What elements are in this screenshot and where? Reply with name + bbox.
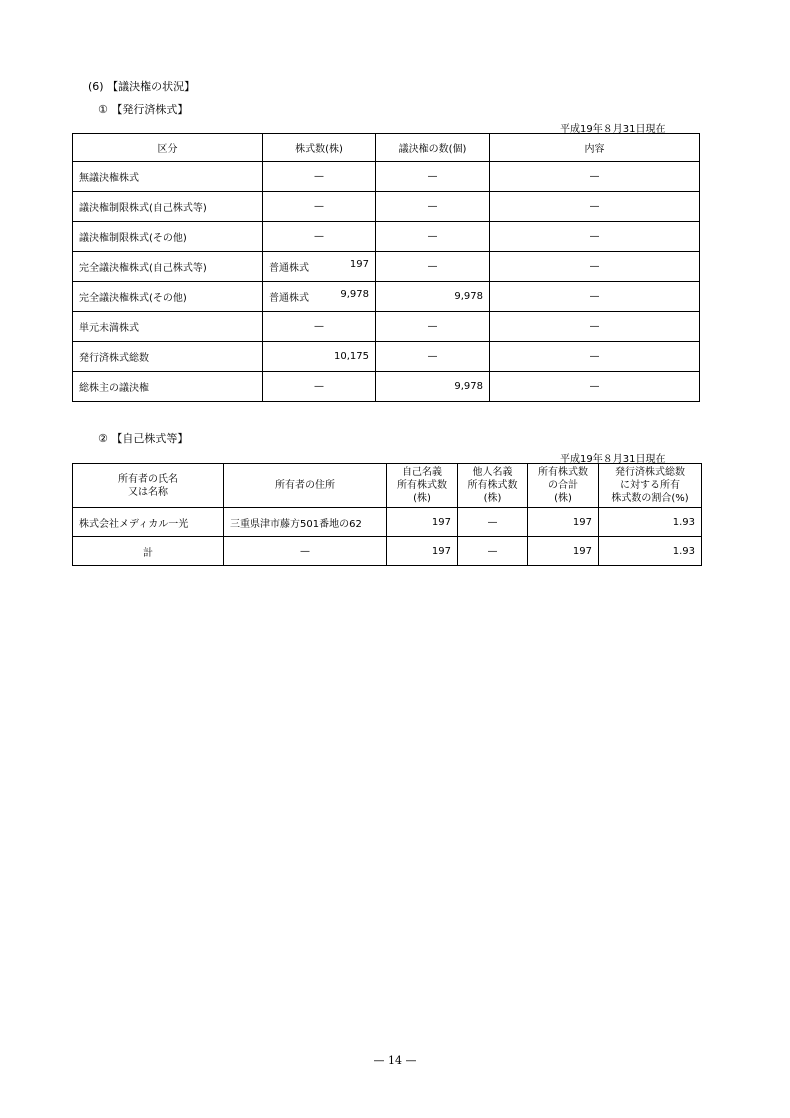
row-other-shares: — xyxy=(458,508,528,537)
row-content: — xyxy=(490,312,700,342)
as-of-date-1: 平成19年８月31日現在 xyxy=(560,124,666,135)
row-total-shares: 197 xyxy=(528,508,599,537)
table-row xyxy=(73,282,700,312)
header-ratio: 発行済株式総数 に対する所有 株式数の割合(%) xyxy=(599,464,702,508)
row-content: — xyxy=(490,342,700,372)
subsection-heading-issued-shares: ① 【発行済株式】 xyxy=(98,103,189,116)
row-owner-address: 三重県津市藤方501番地の62 xyxy=(224,508,387,537)
row-shares-cell xyxy=(263,282,376,312)
row-shares: — xyxy=(263,192,376,222)
table-row xyxy=(73,312,700,342)
row-votes: 9,978 xyxy=(376,372,490,402)
row-votes: — xyxy=(376,222,490,252)
table-row xyxy=(73,537,702,566)
row-content: — xyxy=(490,222,700,252)
row-shares: 197 xyxy=(349,259,369,270)
row-shares: 10,175 xyxy=(263,342,376,372)
row-votes: — xyxy=(376,162,490,192)
header-other-name-shares: 他人名義 所有株式数 (株) xyxy=(458,464,528,508)
header-total-shares: 所有株式数 の合計 (株) xyxy=(528,464,599,508)
row-shares: — xyxy=(263,372,376,402)
table-header-row xyxy=(73,464,702,508)
page-number: — 14 — xyxy=(373,1054,417,1067)
row-owner-name: 計 xyxy=(73,537,224,566)
row-category: 議決権制限株式(自己株式等) xyxy=(73,192,263,222)
header-shares: 株式数(株) xyxy=(263,134,376,162)
row-category: 総株主の議決権 xyxy=(73,372,263,402)
row-shares: 9,978 xyxy=(340,289,369,300)
table-row xyxy=(73,372,700,402)
table-row xyxy=(73,508,702,537)
row-category: 議決権制限株式(その他) xyxy=(73,222,263,252)
row-shares-type: 普通株式 xyxy=(269,263,309,274)
row-shares: — xyxy=(263,222,376,252)
row-votes: — xyxy=(376,342,490,372)
issued-shares-table xyxy=(72,133,700,402)
header-category: 区分 xyxy=(73,134,263,162)
row-votes: — xyxy=(376,192,490,222)
header-votes: 議決権の数(個) xyxy=(376,134,490,162)
row-content: — xyxy=(490,192,700,222)
row-content: — xyxy=(490,162,700,192)
row-category: 完全議決権株式(その他) xyxy=(73,282,263,312)
row-category: 無議決権株式 xyxy=(73,162,263,192)
row-other-shares: — xyxy=(458,537,528,566)
row-shares-type: 普通株式 xyxy=(269,293,309,304)
row-owner-address: — xyxy=(224,537,387,566)
row-votes: — xyxy=(376,312,490,342)
row-votes: 9,978 xyxy=(376,282,490,312)
subsection-heading-treasury-shares: ② 【自己株式等】 xyxy=(98,432,189,445)
row-shares-cell xyxy=(263,252,376,282)
row-total-shares: 197 xyxy=(528,537,599,566)
table-row xyxy=(73,342,700,372)
row-own-shares: 197 xyxy=(387,537,458,566)
row-category: 発行済株式総数 xyxy=(73,342,263,372)
row-votes: — xyxy=(376,252,490,282)
row-content: — xyxy=(490,372,700,402)
table-header-row xyxy=(73,134,700,162)
header-owner-name: 所有者の氏名 又は名称 xyxy=(73,464,224,508)
row-shares: — xyxy=(263,162,376,192)
row-content: — xyxy=(490,282,700,312)
table-row xyxy=(73,222,700,252)
row-owner-name: 株式会社メディカル一光 xyxy=(73,508,224,537)
treasury-shares-table xyxy=(72,463,702,566)
row-category: 完全議決権株式(自己株式等) xyxy=(73,252,263,282)
row-shares: — xyxy=(263,312,376,342)
table-row xyxy=(73,252,700,282)
header-own-name-shares: 自己名義 所有株式数 (株) xyxy=(387,464,458,508)
row-category: 単元未満株式 xyxy=(73,312,263,342)
header-content: 内容 xyxy=(490,134,700,162)
header-owner-address: 所有者の住所 xyxy=(224,464,387,508)
table-row xyxy=(73,162,700,192)
section-heading: (6) 【議決権の状況】 xyxy=(88,80,196,93)
row-content: — xyxy=(490,252,700,282)
row-own-shares: 197 xyxy=(387,508,458,537)
row-ratio: 1.93 xyxy=(599,508,702,537)
as-of-date-2: 平成19年８月31日現在 xyxy=(560,454,666,465)
row-ratio: 1.93 xyxy=(599,537,702,566)
table-row xyxy=(73,192,700,222)
